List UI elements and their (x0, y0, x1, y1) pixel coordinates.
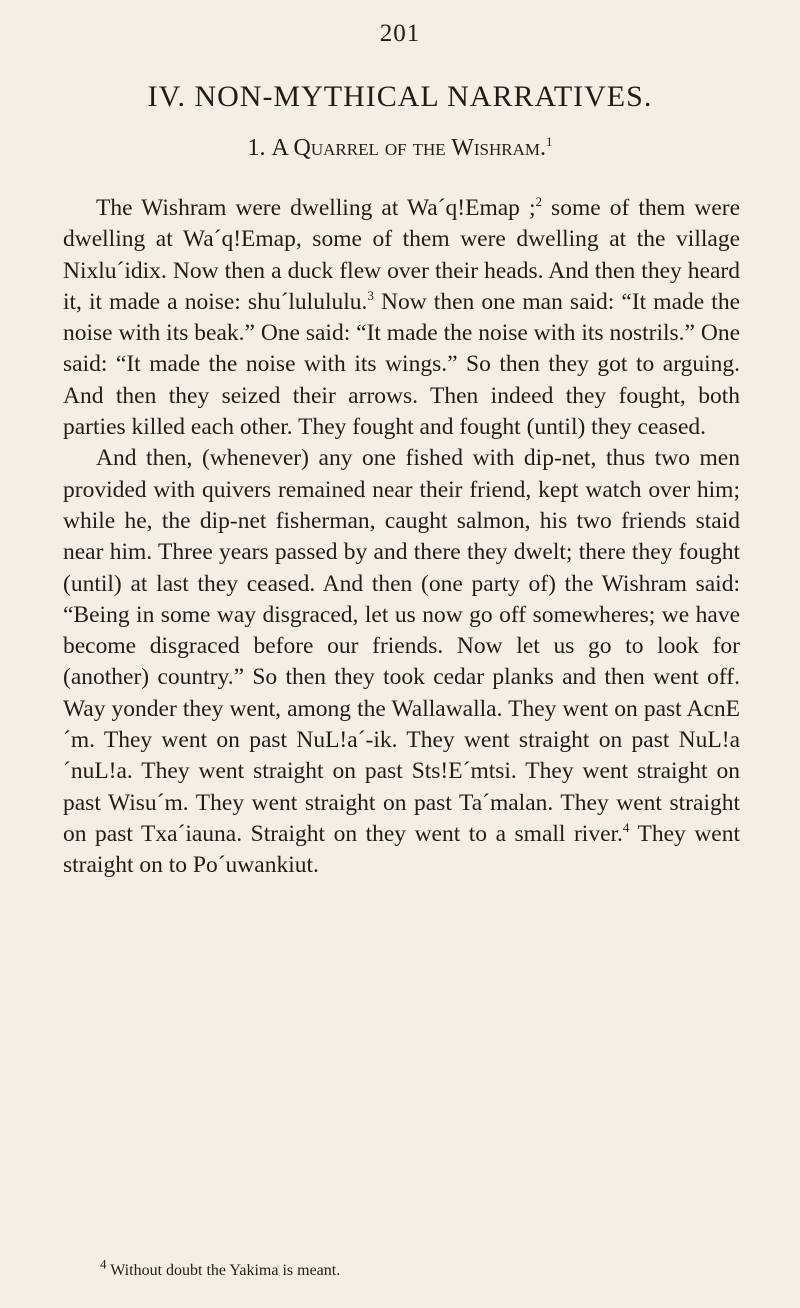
paragraph (63, 193, 740, 443)
footnote-ref: 4 (622, 820, 630, 836)
paragraph (63, 443, 740, 881)
section-number: 1. (247, 135, 266, 161)
text-segment: Now then one man said: “It made the noise with its beak.” One said: “It made the noise with its nostrils.” One said: “It made the noise with its wings.” So then they got to arguing. And then they seized their arrows. Then indeed they fought, both parties killed each other. They fought and fought (until) they ceased. (63, 288, 740, 441)
section-title-text: A Quarrel of the Wishram. (271, 135, 546, 161)
text-segment: some of them were dwelling at Wa´q!Emap, some of them were dwelling at the village Nixlu´idix. Now then a duck flew over their heads. And then they heard it, it made a noise: shu´lulululu. (63, 195, 741, 315)
footnote-ref: 2 (535, 194, 542, 210)
chapter-title: IV. NON-MYTHICAL NARRATIVES. (147, 80, 653, 113)
footnote-ref: 3 (367, 288, 374, 304)
body-text (63, 193, 740, 882)
text-segment: And then, (whenever) any one fished with dip-net, thus two men provided with quivers remained near their friend, kept watch over him; while he, the dip-net fisherman, caught salmon, his two friends staid near him. Three years passed by and there they dwelt; there they fought (until) at last they ceased. And then (one party of) the Wishram said: “Being in some way disgraced, let us now go off somewheres; we have become disgraced before our friends. Now let us go to look for (another) country.” So then they took cedar planks and then went off. Way yonder they went, among the Wallawalla. They went on past AcnE´m. They went on past NuL!a´-ik. They went straight on past NuL!a´nuL!a. They went straight on past Sts!E´mtsi. They went straight on past Wisu´m. They went straight on past Ta´malan. They went straight on past Txa´iauna. Straight on they went to a small river. (63, 445, 740, 847)
footnote-marker: 4 (100, 1256, 107, 1272)
page-number: 201 (379, 20, 421, 47)
footnote (100, 1256, 740, 1281)
text-segment: The Wishram were dwelling at Wa´q!Emap ; (96, 195, 536, 221)
text-segment: They went straight on to Po´uwankiut. (63, 820, 740, 879)
footnote-text: Without doubt the Yakima is meant. (110, 1262, 341, 1279)
section-footnote-ref: 1 (545, 134, 553, 149)
section-title (0, 135, 800, 162)
